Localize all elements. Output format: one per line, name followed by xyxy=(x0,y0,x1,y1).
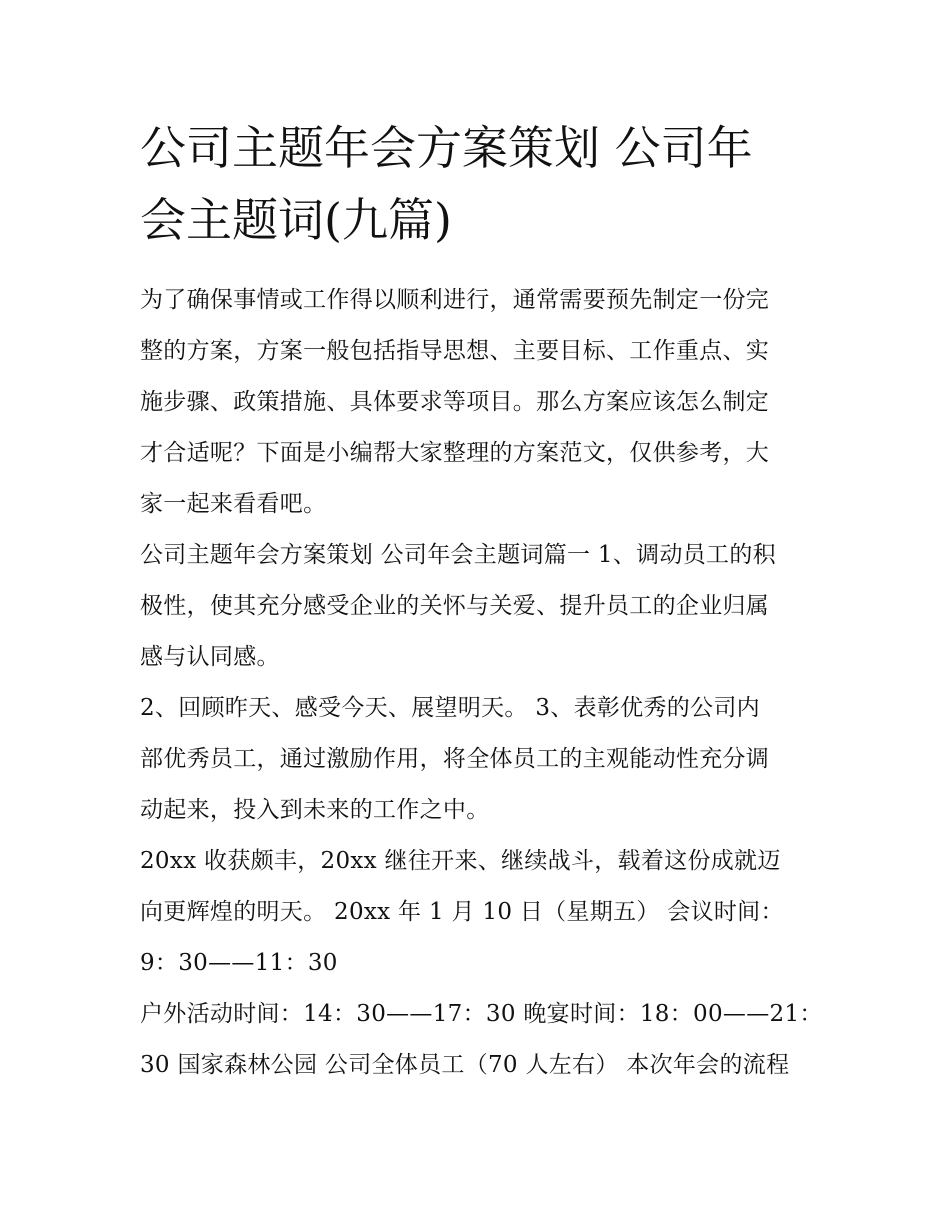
body-line: 极性，使其充分感受企业的关怀与关爱、提升员工的企业归属 xyxy=(140,593,770,619)
body-line: 2、回顾昨天、感受今天、展望明天。 3、表彰优秀的公司内 xyxy=(140,695,760,721)
body-line: 向更辉煌的明天。 20xx 年 1 月 10 日（星期五） 会议时间： xyxy=(140,899,784,925)
body-line: 公司主题年会方案策划 公司年会主题词篇一 1、调动员工的积 xyxy=(140,542,776,568)
body-line: 部优秀员工，通过激励作用，将全体员工的主观能动性充分调 xyxy=(140,746,770,772)
body-line: 户外活动时间：14：30——17：30 晚宴时间：18：00——21： xyxy=(140,1001,823,1027)
body-line: 动起来，投入到未来的工作之中。 xyxy=(140,797,490,823)
body-line: 9：30——11：30 xyxy=(140,950,338,976)
title-line: 会主题词(九篇) xyxy=(140,193,452,247)
body-line: 整的方案，方案一般包括指导思想、主要目标、工作重点、实 xyxy=(140,338,770,364)
title-line: 公司主题年会方案策划 公司年 xyxy=(140,121,753,175)
body-line: 施步骤、政策措施、具体要求等项目。那么方案应该怎么制定 xyxy=(140,389,770,415)
body-line: 20xx 收获颇丰，20xx 继往开来、继续战斗，载着这份成就迈 xyxy=(140,848,781,874)
body-line: 家一起来看看吧。 xyxy=(140,491,327,517)
document-title xyxy=(140,112,820,256)
body-line: 30 国家森林公园 公司全体员工（70 人左右） 本次年会的流程 xyxy=(140,1052,790,1078)
body-line: 感与认同感。 xyxy=(140,644,280,670)
body-line: 为了确保事情或工作得以顺利进行，通常需要预先制定一份完 xyxy=(140,287,770,313)
body-line: 才合适呢？下面是小编帮大家整理的方案范文，仅供参考，大 xyxy=(140,440,770,466)
